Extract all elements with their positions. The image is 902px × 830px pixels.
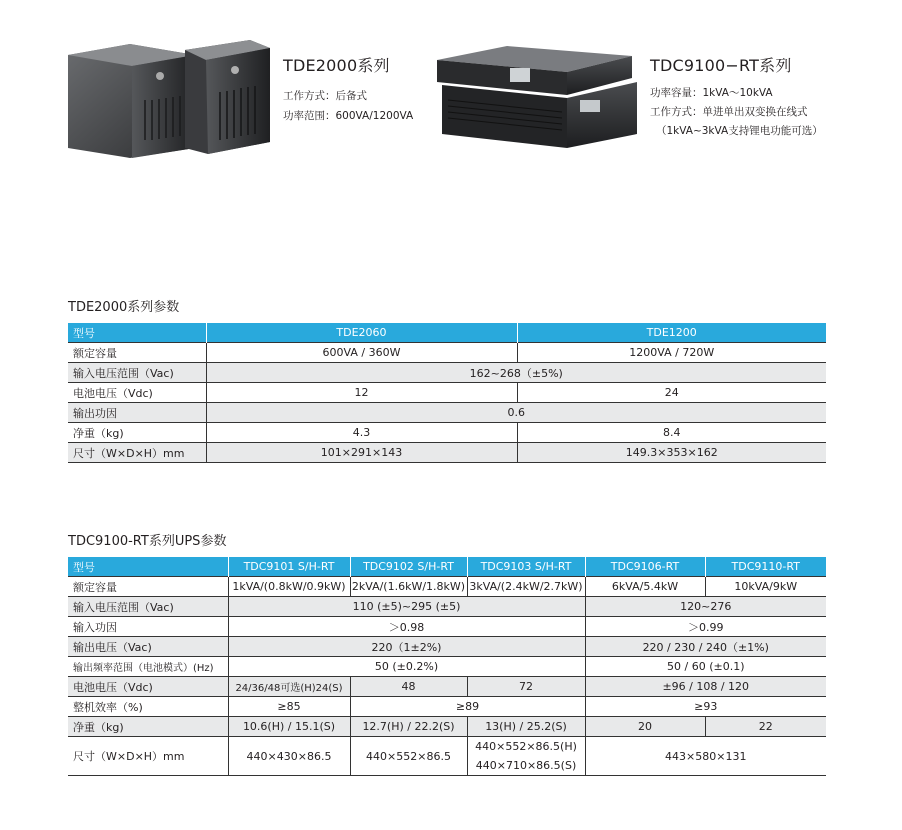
table-cell: 162~268（±5%) — [206, 363, 826, 383]
header-tdc9102: TDC9102 S/H-RT — [350, 557, 467, 577]
table-cell: 12 — [206, 383, 517, 403]
table-cell: 600VA / 360W — [206, 343, 517, 363]
table-cell: 149.3×353×162 — [517, 443, 826, 463]
row-label: 尺寸（W×D×H）mm — [68, 737, 228, 776]
table-cell: 10.6(H) / 15.1(S) — [228, 717, 350, 737]
table-cell: 72 — [467, 677, 585, 697]
table-row — [68, 717, 826, 737]
table-cell: 440×430×86.5 — [228, 737, 350, 776]
product-work-mode: 工作方式：后备式 — [283, 90, 367, 102]
table-cell: 220（1±2%) — [228, 637, 585, 657]
tdc9100-product-image — [432, 40, 642, 160]
row-label: 输出电压（Vac) — [68, 637, 228, 657]
table-cell: 24/36/48可选(H)24(S) — [228, 677, 350, 697]
table-cell: 8.4 — [517, 423, 826, 443]
header-tdc9101: TDC9101 S/H-RT — [228, 557, 350, 577]
row-label: 额定容量 — [68, 343, 206, 363]
table-cell: 440×552×86.5 — [350, 737, 467, 776]
table-row — [68, 677, 826, 697]
table-cell: 110 (±5)~295 (±5) — [228, 597, 585, 617]
table-cell: 2kVA/(1.6kW/1.8kW) — [350, 577, 467, 597]
table-row — [68, 443, 826, 463]
table-cell: ≥85 — [228, 697, 350, 717]
product-title-tde2000: TDE2000系列 — [283, 56, 390, 75]
tde2000-product-image — [60, 30, 275, 170]
table-row — [68, 737, 826, 776]
table1-title: TDE2000系列参数 — [68, 300, 180, 315]
header-tde1200: TDE1200 — [517, 323, 826, 343]
table-cell: 13(H) / 25.2(S) — [467, 717, 585, 737]
table-cell: 101×291×143 — [206, 443, 517, 463]
product-work-mode-2: 工作方式：单进单出双变换在线式 — [650, 106, 808, 118]
product-title-tdc9100: TDC9100−RT系列 — [650, 56, 792, 75]
tde2000-spec-table — [68, 323, 826, 463]
table-cell: 1200VA / 720W — [517, 343, 826, 363]
table-cell: 220 / 230 / 240（±1%) — [585, 637, 826, 657]
row-label: 电池电压（Vdc) — [68, 677, 228, 697]
table-cell: 50 / 60 (±0.1) — [585, 657, 826, 677]
table-row — [68, 617, 826, 637]
table-row — [68, 577, 826, 597]
row-label: 净重（kg) — [68, 423, 206, 443]
table-row — [68, 403, 826, 423]
table-cell: 48 — [350, 677, 467, 697]
table-cell: 10kVA/9kW — [705, 577, 826, 597]
table-cell: ≥93 — [585, 697, 826, 717]
table-cell: ＞0.98 — [228, 617, 585, 637]
header-model: 型号 — [68, 323, 206, 343]
table-row — [68, 343, 826, 363]
table-row — [68, 363, 826, 383]
table-row — [68, 423, 826, 443]
row-label: 尺寸（W×D×H）mm — [68, 443, 206, 463]
header-tdc9103: TDC9103 S/H-RT — [467, 557, 585, 577]
table-cell: 6kVA/5.4kW — [585, 577, 705, 597]
table-row — [68, 657, 826, 677]
table-cell: 120~276 — [585, 597, 826, 617]
table2-title: TDC9100-RT系列UPS参数 — [68, 534, 227, 549]
row-label: 净重（kg) — [68, 717, 228, 737]
row-label: 输入电压范围（Vac) — [68, 363, 206, 383]
table-row — [68, 383, 826, 403]
row-label: 电池电压（Vdc) — [68, 383, 206, 403]
table-row — [68, 637, 826, 657]
table-cell: 0.6 — [206, 403, 826, 423]
table-row — [68, 697, 826, 717]
row-label: 输出频率范围（电池模式）(Hz) — [68, 657, 228, 677]
row-label: 整机效率（%) — [68, 697, 228, 717]
tdc9100-spec-table — [68, 557, 826, 776]
table-cell-stacked — [467, 737, 585, 776]
row-label: 输入电压范围（Vac) — [68, 597, 228, 617]
product-lithium-note: （1kVA~3kVA支持锂电功能可选） — [656, 125, 823, 137]
row-label: 输入功因 — [68, 617, 228, 637]
product-power-capacity: 功率容量：1kVA～10kVA — [650, 87, 773, 99]
table-cell: ≥89 — [350, 697, 585, 717]
header-model: 型号 — [68, 557, 228, 577]
table-cell: 3kVA/(2.4kW/2.7kW) — [467, 577, 585, 597]
dimension-s: 440×710×86.5(S) — [475, 759, 577, 772]
row-label: 额定容量 — [68, 577, 228, 597]
table-header-row — [68, 557, 826, 577]
table-cell: 22 — [705, 717, 826, 737]
table-row — [68, 597, 826, 617]
table-cell: 50 (±0.2%) — [228, 657, 585, 677]
table-cell: 1kVA/(0.8kW/0.9kW) — [228, 577, 350, 597]
table-cell: 12.7(H) / 22.2(S) — [350, 717, 467, 737]
header-tdc9110: TDC9110-RT — [705, 557, 826, 577]
product-power-range: 功率范围：600VA/1200VA — [283, 110, 414, 122]
table-cell: 443×580×131 — [585, 737, 826, 776]
header-tdc9106: TDC9106-RT — [585, 557, 705, 577]
table-cell: 20 — [585, 717, 705, 737]
table-cell: 24 — [517, 383, 826, 403]
table-header-row — [68, 323, 826, 343]
header-tde2060: TDE2060 — [206, 323, 517, 343]
table-cell: ±96 / 108 / 120 — [585, 677, 826, 697]
dimension-h: 440×552×86.5(H) — [475, 740, 577, 753]
table-cell: 4.3 — [206, 423, 517, 443]
row-label: 输出功因 — [68, 403, 206, 423]
table-cell: ＞0.99 — [585, 617, 826, 637]
